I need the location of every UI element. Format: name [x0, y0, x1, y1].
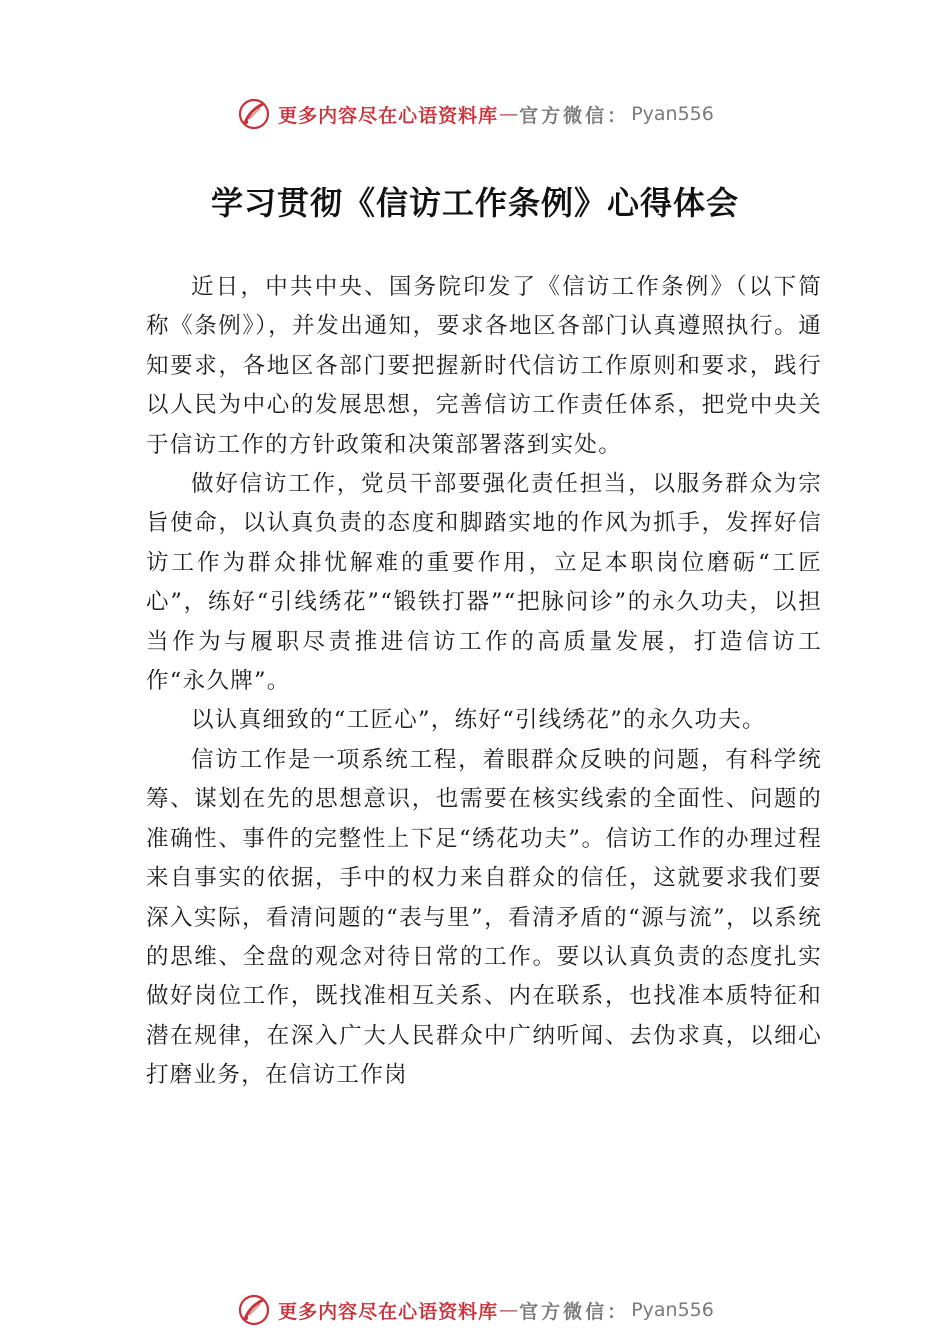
- banner-red-text: 更多内容尽在心语资料库: [278, 104, 499, 127]
- paragraph-3: 以认真细致的“工匠心”，练好“引线绣花”的永久功夫。: [191, 707, 766, 734]
- paragraph-2: 做好信访工作，党员干部要强化责任担当，以服务群众为宗旨使命，以认真负责的态度和脚踏实地的作风为抓手，发挥好信访工作为群众排忧解难的重要作用，立足本职岗位磨砺“工匠心”，练好“引线绣花”“锻铁打器”“把脉问诊”的永久功夫，以担当作为与履职尽责推进信访工作的高质量发展，打造信访工作“永久牌”。: [146, 471, 822, 695]
- banner-dash: —: [499, 1299, 519, 1321]
- brush-logo-icon: [236, 96, 272, 132]
- banner-wechat-label: 官方微信：: [519, 104, 630, 127]
- footer-banner: [0, 1288, 950, 1332]
- banner-dash: —: [499, 103, 519, 125]
- banner-red-text: 更多内容尽在心语资料库: [278, 1300, 499, 1323]
- brush-logo-icon: [236, 1292, 272, 1328]
- banner-wechat-id: Pyan556: [631, 1299, 714, 1321]
- paragraph-1: 近日，中共中央、国务院印发了《信访工作条例》（以下简称《条例》），并发出通知，要求各地区各部门认真遵照执行。通知要求，各地区各部门要把握新时代信访工作原则和要求，践行以人民为中心的发展思想，完善信访工作责任体系，把党中央关于信访工作的方针政策和决策部署落到实处。: [146, 274, 822, 458]
- paragraph-4: 信访工作是一项系统工程，着眼群众反映的问题，有科学统筹、谋划在先的思想意识，也需要在核实线索的全面性、问题的准确性、事件的完整性上下足“绣花功夫”。信访工作的办理过程来自事实的依据，手中的权力来自群众的信任，这就要求我们要深入实际，看清问题的“表与里”，看清矛盾的“源与流”，以系统的思维、全盘的观念对待日常的工作。要以认真负责的态度扎实做好岗位工作，既找准相互关系、内在联系，也找准本质特征和潜在规律，在深入广大人民群众中广纳听闻、去伪求真，以细心打磨业务，在信访工作岗: [146, 746, 822, 1089]
- banner-wechat-label: 官方微信：: [519, 1300, 630, 1323]
- document-title: 学习贯彻《信访工作条例》心得体会: [210, 184, 739, 222]
- header-banner: [0, 92, 950, 136]
- banner-wechat-id: Pyan556: [631, 103, 714, 125]
- document-body: [146, 268, 822, 1096]
